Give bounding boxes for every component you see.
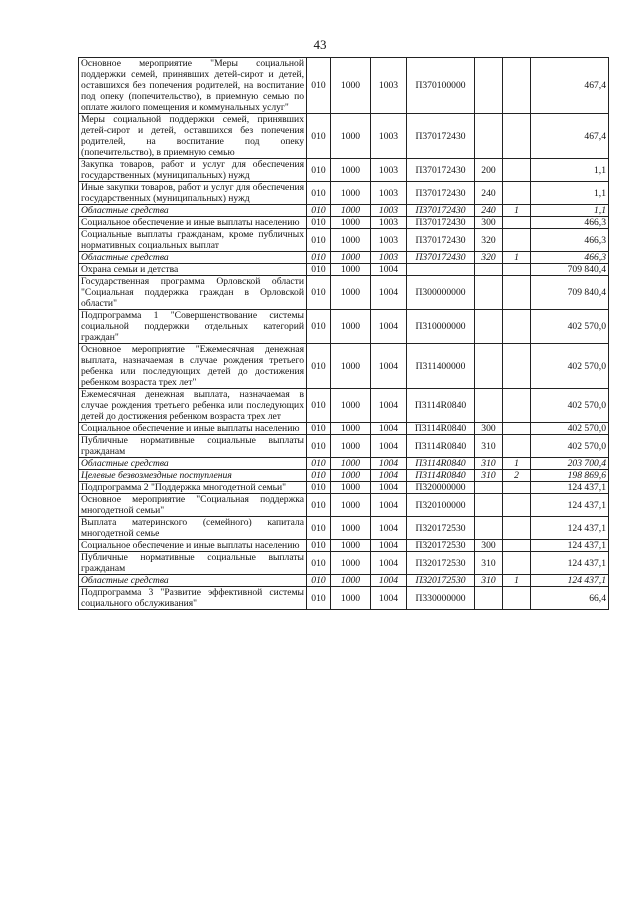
expense-type-cell: 310 <box>475 575 503 587</box>
grbs-cell: 010 <box>307 423 331 435</box>
expense-type-cell <box>475 264 503 276</box>
target-article-cell: П320100000 <box>407 494 475 517</box>
table-row <box>79 344 609 389</box>
grbs-cell: 010 <box>307 458 331 470</box>
amount-cell: 124 437,1 <box>531 552 609 575</box>
funding-source-cell <box>503 482 531 494</box>
table-row <box>79 276 609 310</box>
subsection-cell: 1004 <box>371 458 407 470</box>
amount-cell: 402 570,0 <box>531 344 609 389</box>
page-number: 43 <box>313 37 327 52</box>
table-row <box>79 229 609 252</box>
row-name-cell: Подпрограмма 1 "Совершенствование системы социальной поддержки отдельных категорий граждан" <box>79 310 307 344</box>
expense-type-cell <box>475 344 503 389</box>
grbs-cell: 010 <box>307 310 331 344</box>
subsection-cell: 1003 <box>371 114 407 159</box>
row-name-cell: Публичные нормативные социальные выплаты гражданам <box>79 552 307 575</box>
section-cell: 1000 <box>331 205 371 217</box>
target-article-cell <box>407 264 475 276</box>
section-cell: 1000 <box>331 159 371 182</box>
expense-type-cell: 200 <box>475 159 503 182</box>
amount-cell: 466,3 <box>531 229 609 252</box>
subsection-cell: 1004 <box>371 264 407 276</box>
grbs-cell: 010 <box>307 389 331 423</box>
amount-cell: 1,1 <box>531 159 609 182</box>
funding-source-cell: 1 <box>503 458 531 470</box>
subsection-cell: 1004 <box>371 423 407 435</box>
funding-source-cell: 1 <box>503 205 531 217</box>
subsection-cell: 1004 <box>371 389 407 423</box>
target-article-cell: П370172430 <box>407 159 475 182</box>
target-article-cell: П320000000 <box>407 482 475 494</box>
section-cell: 1000 <box>331 540 371 552</box>
amount-cell: 124 437,1 <box>531 494 609 517</box>
funding-source-cell: 1 <box>503 575 531 587</box>
expense-type-cell: 310 <box>475 458 503 470</box>
expense-type-cell <box>475 276 503 310</box>
funding-source-cell <box>503 276 531 310</box>
subsection-cell: 1004 <box>371 470 407 482</box>
target-article-cell: П370172430 <box>407 252 475 264</box>
target-article-cell: П300000000 <box>407 276 475 310</box>
expense-type-cell <box>475 310 503 344</box>
row-name-cell: Публичные нормативные социальные выплаты гражданам <box>79 435 307 458</box>
subsection-cell: 1003 <box>371 229 407 252</box>
funding-source-cell <box>503 310 531 344</box>
grbs-cell: 010 <box>307 344 331 389</box>
grbs-cell: 010 <box>307 58 331 114</box>
section-cell: 1000 <box>331 482 371 494</box>
amount-cell: 402 570,0 <box>531 389 609 423</box>
grbs-cell: 010 <box>307 482 331 494</box>
section-cell: 1000 <box>331 114 371 159</box>
table-row <box>79 470 609 482</box>
funding-source-cell <box>503 159 531 182</box>
row-name-cell: Охрана семьи и детства <box>79 264 307 276</box>
funding-source-cell <box>503 494 531 517</box>
row-name-cell: Меры социальной поддержки семей, принявших детей-сирот и детей, оставшихся без попечения родителей, на воспитание под опеку (попечительство), в приемную семью <box>79 114 307 159</box>
row-name-cell: Закупка товаров, работ и услуг для обеспечения государственных (муниципальных) нужд <box>79 159 307 182</box>
row-name-cell: Основное мероприятие "Ежемесячная денежная выплата, назначаемая в случае рождения третьего ребенка или последующих детей до достижения ребенком возраста трех лет" <box>79 344 307 389</box>
row-name-cell: Областные средства <box>79 205 307 217</box>
amount-cell: 467,4 <box>531 114 609 159</box>
funding-source-cell <box>503 229 531 252</box>
row-name-cell: Областные средства <box>79 458 307 470</box>
table-row <box>79 423 609 435</box>
target-article-cell: П320172530 <box>407 552 475 575</box>
expense-type-cell: 310 <box>475 470 503 482</box>
grbs-cell: 010 <box>307 182 331 205</box>
target-article-cell: П370172430 <box>407 205 475 217</box>
target-article-cell: П320172530 <box>407 575 475 587</box>
expense-type-cell <box>475 494 503 517</box>
table-row <box>79 575 609 587</box>
amount-cell: 124 437,1 <box>531 482 609 494</box>
table-row <box>79 159 609 182</box>
section-cell: 1000 <box>331 552 371 575</box>
grbs-cell: 010 <box>307 470 331 482</box>
row-name-cell: Выплата материнского (семейного) капитала многодетной семье <box>79 517 307 540</box>
expense-type-cell: 240 <box>475 205 503 217</box>
target-article-cell: П3114R0840 <box>407 435 475 458</box>
grbs-cell: 010 <box>307 276 331 310</box>
table-row <box>79 264 609 276</box>
expense-type-cell <box>475 389 503 423</box>
budget-table <box>78 57 609 610</box>
section-cell: 1000 <box>331 217 371 229</box>
target-article-cell: П370172430 <box>407 217 475 229</box>
section-cell: 1000 <box>331 252 371 264</box>
expense-type-cell: 310 <box>475 552 503 575</box>
expense-type-cell: 320 <box>475 252 503 264</box>
funding-source-cell: 2 <box>503 470 531 482</box>
row-name-cell: Областные средства <box>79 575 307 587</box>
table-row <box>79 114 609 159</box>
amount-cell: 466,3 <box>531 252 609 264</box>
table-row <box>79 494 609 517</box>
grbs-cell: 010 <box>307 494 331 517</box>
grbs-cell: 010 <box>307 552 331 575</box>
amount-cell: 402 570,0 <box>531 310 609 344</box>
row-name-cell: Областные средства <box>79 252 307 264</box>
amount-cell: 203 700,4 <box>531 458 609 470</box>
funding-source-cell <box>503 540 531 552</box>
row-name-cell: Иные закупки товаров, работ и услуг для обеспечения государственных (муниципальных) нужд <box>79 182 307 205</box>
funding-source-cell <box>503 344 531 389</box>
target-article-cell: П370172430 <box>407 229 475 252</box>
section-cell: 1000 <box>331 517 371 540</box>
expense-type-cell: 320 <box>475 229 503 252</box>
subsection-cell: 1004 <box>371 482 407 494</box>
expense-type-cell: 300 <box>475 423 503 435</box>
amount-cell: 124 437,1 <box>531 575 609 587</box>
target-article-cell: П3114R0840 <box>407 389 475 423</box>
target-article-cell: П370100000 <box>407 58 475 114</box>
expense-type-cell <box>475 58 503 114</box>
subsection-cell: 1004 <box>371 587 407 610</box>
amount-cell: 198 869,6 <box>531 470 609 482</box>
expense-type-cell <box>475 587 503 610</box>
section-cell: 1000 <box>331 575 371 587</box>
funding-source-cell <box>503 182 531 205</box>
section-cell: 1000 <box>331 310 371 344</box>
section-cell: 1000 <box>331 276 371 310</box>
grbs-cell: 010 <box>307 114 331 159</box>
funding-source-cell <box>503 389 531 423</box>
grbs-cell: 010 <box>307 575 331 587</box>
subsection-cell: 1004 <box>371 575 407 587</box>
table-row <box>79 435 609 458</box>
grbs-cell: 010 <box>307 217 331 229</box>
amount-cell: 124 437,1 <box>531 517 609 540</box>
section-cell: 1000 <box>331 435 371 458</box>
row-name-cell: Основное мероприятие "Социальная поддержка многодетной семьи" <box>79 494 307 517</box>
subsection-cell: 1004 <box>371 517 407 540</box>
row-name-cell: Основное мероприятие "Меры социальной поддержки семей, принявших детей-сирот и детей, оставшихся без попечения родителей, на воспитание под опеку (попечительство), в приемную семью по оплате жилого помещения и коммунальных услуг" <box>79 58 307 114</box>
table-row <box>79 252 609 264</box>
amount-cell: 709 840,4 <box>531 264 609 276</box>
subsection-cell: 1004 <box>371 344 407 389</box>
funding-source-cell <box>503 264 531 276</box>
amount-cell: 402 570,0 <box>531 423 609 435</box>
target-article-cell: П370172430 <box>407 182 475 205</box>
subsection-cell: 1003 <box>371 58 407 114</box>
expense-type-cell: 300 <box>475 540 503 552</box>
target-article-cell: П320172530 <box>407 540 475 552</box>
subsection-cell: 1004 <box>371 310 407 344</box>
table-row <box>79 587 609 610</box>
row-name-cell: Социальные выплаты гражданам, кроме публичных нормативных социальных выплат <box>79 229 307 252</box>
section-cell: 1000 <box>331 423 371 435</box>
table-row <box>79 58 609 114</box>
target-article-cell: П311400000 <box>407 344 475 389</box>
expense-type-cell <box>475 114 503 159</box>
grbs-cell: 010 <box>307 205 331 217</box>
section-cell: 1000 <box>331 494 371 517</box>
target-article-cell: П310000000 <box>407 310 475 344</box>
table-row <box>79 389 609 423</box>
row-name-cell: Целевые безвозмездные поступления <box>79 470 307 482</box>
grbs-cell: 010 <box>307 229 331 252</box>
table-row <box>79 517 609 540</box>
funding-source-cell <box>503 587 531 610</box>
expense-type-cell <box>475 482 503 494</box>
subsection-cell: 1003 <box>371 205 407 217</box>
section-cell: 1000 <box>331 58 371 114</box>
subsection-cell: 1003 <box>371 159 407 182</box>
grbs-cell: 010 <box>307 252 331 264</box>
expense-type-cell <box>475 517 503 540</box>
funding-source-cell <box>503 552 531 575</box>
subsection-cell: 1004 <box>371 494 407 517</box>
amount-cell: 709 840,4 <box>531 276 609 310</box>
row-name-cell: Подпрограмма 2 "Поддержка многодетной семьи" <box>79 482 307 494</box>
target-article-cell: П3114R0840 <box>407 423 475 435</box>
table-row <box>79 458 609 470</box>
table-row <box>79 482 609 494</box>
expense-type-cell: 310 <box>475 435 503 458</box>
section-cell: 1000 <box>331 229 371 252</box>
table-row <box>79 182 609 205</box>
subsection-cell: 1003 <box>371 252 407 264</box>
section-cell: 1000 <box>331 344 371 389</box>
row-name-cell: Социальное обеспечение и иные выплаты населению <box>79 540 307 552</box>
funding-source-cell: 1 <box>503 252 531 264</box>
table-row <box>79 552 609 575</box>
amount-cell: 402 570,0 <box>531 435 609 458</box>
subsection-cell: 1004 <box>371 552 407 575</box>
funding-source-cell <box>503 435 531 458</box>
subsection-cell: 1003 <box>371 217 407 229</box>
table-row <box>79 205 609 217</box>
row-name-cell: Ежемесячная денежная выплата, назначаемая в случае рождения третьего ребенка или последующих детей до достижения ребенком возраста трех лет <box>79 389 307 423</box>
table-row <box>79 310 609 344</box>
funding-source-cell <box>503 517 531 540</box>
funding-source-cell <box>503 114 531 159</box>
section-cell: 1000 <box>331 182 371 205</box>
subsection-cell: 1004 <box>371 276 407 310</box>
amount-cell: 466,3 <box>531 217 609 229</box>
grbs-cell: 010 <box>307 159 331 182</box>
grbs-cell: 010 <box>307 540 331 552</box>
funding-source-cell <box>503 217 531 229</box>
section-cell: 1000 <box>331 470 371 482</box>
grbs-cell: 010 <box>307 517 331 540</box>
table-body <box>79 58 609 610</box>
amount-cell: 1,1 <box>531 205 609 217</box>
target-article-cell: П320172530 <box>407 517 475 540</box>
target-article-cell: П3114R0840 <box>407 470 475 482</box>
row-name-cell: Государственная программа Орловской области "Социальная поддержка граждан в Орловской области" <box>79 276 307 310</box>
funding-source-cell <box>503 423 531 435</box>
target-article-cell: П370172430 <box>407 114 475 159</box>
target-article-cell: П3114R0840 <box>407 458 475 470</box>
amount-cell: 467,4 <box>531 58 609 114</box>
amount-cell: 66,4 <box>531 587 609 610</box>
target-article-cell: П330000000 <box>407 587 475 610</box>
amount-cell: 1,1 <box>531 182 609 205</box>
subsection-cell: 1004 <box>371 540 407 552</box>
section-cell: 1000 <box>331 389 371 423</box>
grbs-cell: 010 <box>307 435 331 458</box>
section-cell: 1000 <box>331 587 371 610</box>
row-name-cell: Социальное обеспечение и иные выплаты населению <box>79 423 307 435</box>
section-cell: 1000 <box>331 264 371 276</box>
table-row <box>79 217 609 229</box>
subsection-cell: 1003 <box>371 182 407 205</box>
subsection-cell: 1004 <box>371 435 407 458</box>
grbs-cell: 010 <box>307 264 331 276</box>
table-row <box>79 540 609 552</box>
section-cell: 1000 <box>331 458 371 470</box>
expense-type-cell: 300 <box>475 217 503 229</box>
grbs-cell: 010 <box>307 587 331 610</box>
expense-type-cell: 240 <box>475 182 503 205</box>
funding-source-cell <box>503 58 531 114</box>
row-name-cell: Подпрограмма 3 "Развитие эффективной системы социального обслуживания" <box>79 587 307 610</box>
row-name-cell: Социальное обеспечение и иные выплаты населению <box>79 217 307 229</box>
amount-cell: 124 437,1 <box>531 540 609 552</box>
